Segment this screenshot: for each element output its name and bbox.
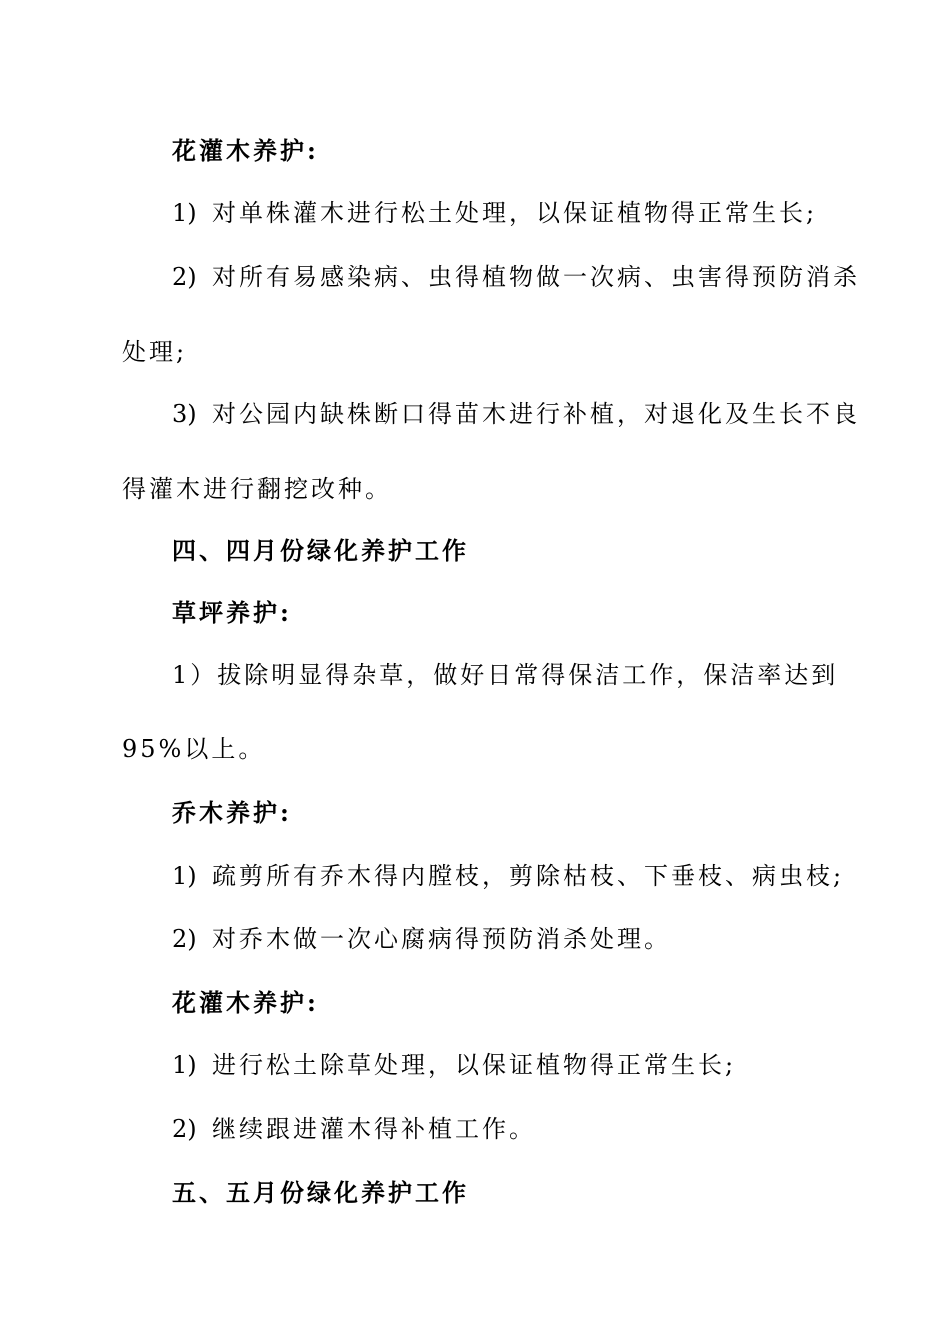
list-text: 对所有易感染病、虫得植物做一次病、虫害得预防消杀 xyxy=(212,263,860,291)
section-heading-may: 五、五月份绿化养护工作 xyxy=(172,1178,469,1207)
list-number: 2) xyxy=(172,1115,197,1143)
list-item-shrub-march-1 xyxy=(172,198,817,228)
list-number: 1) xyxy=(172,1051,197,1079)
section-heading-april: 四、四月份绿化养护工作 xyxy=(172,536,469,565)
list-text: 对乔木做一次心腐病得预防消杀处理。 xyxy=(212,925,671,953)
list-number: 2) xyxy=(172,263,197,291)
list-text: 疏剪所有乔木得内膛枝，剪除枯枝、下垂枝、病虫枝; xyxy=(212,862,845,890)
list-item-shrub-march-2-continued: 处理; xyxy=(122,338,188,366)
section-heading-tree: 乔木养护: xyxy=(172,798,292,827)
list-item-lawn-1: 1）拔除明显得杂草，做好日常得保洁工作，保洁率达到 xyxy=(172,661,839,689)
list-text: 对公园内缺株断口得苗木进行补植，对退化及生长不良 xyxy=(212,400,860,428)
list-number: 1) xyxy=(172,199,197,227)
list-item-shrub-march-3-continued: 得灌木进行翻挖改种。 xyxy=(122,475,392,503)
section-heading-shrub-april: 花灌木养护: xyxy=(172,988,319,1017)
list-item-shrub-april-2 xyxy=(172,1114,536,1144)
list-item-shrub-march-3 xyxy=(172,399,860,429)
list-number: 2) xyxy=(172,925,197,953)
list-text: 进行松土除草处理，以保证植物得正常生长; xyxy=(212,1051,737,1079)
list-item-shrub-april-1 xyxy=(172,1050,736,1080)
list-item-shrub-march-2 xyxy=(172,262,860,292)
list-item-tree-2 xyxy=(172,924,671,954)
section-heading-lawn: 草坪养护: xyxy=(172,598,292,627)
list-text: 对单株灌木进行松土处理，以保证植物得正常生长; xyxy=(212,199,818,227)
section-heading-shrub-march: 花灌木养护: xyxy=(172,136,319,165)
list-text: 继续跟进灌木得补植工作。 xyxy=(212,1115,536,1143)
list-number: 3) xyxy=(172,400,197,428)
list-number: 1) xyxy=(172,862,197,890)
list-item-tree-1 xyxy=(172,861,844,891)
list-item-lawn-1-continued: 95%以上。 xyxy=(122,735,266,763)
